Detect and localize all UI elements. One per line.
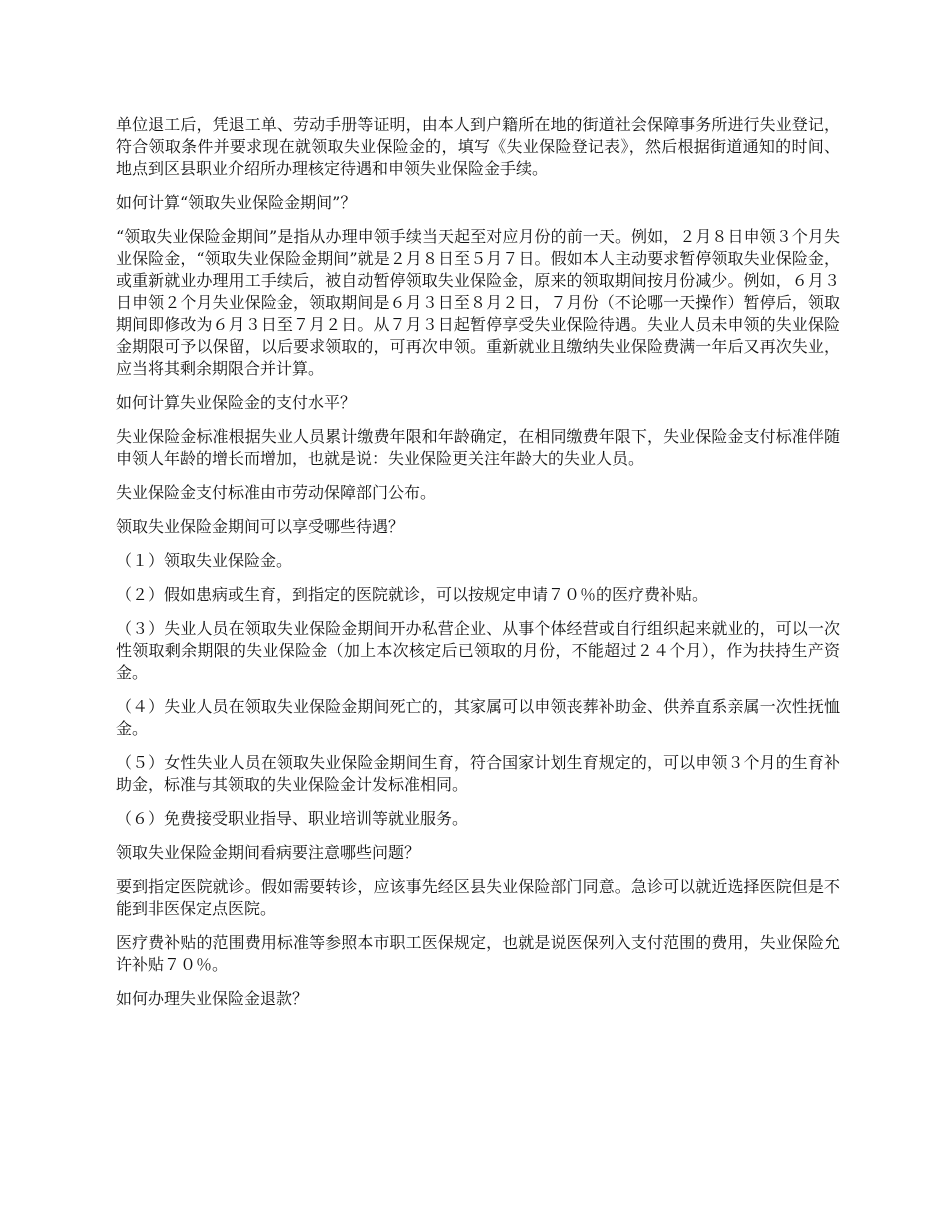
question-period: 如何计算“领取失业保险金期间”？: [116, 193, 357, 212]
question-medical: 领取失业保险金期间看病要注意哪些问题？: [116, 843, 421, 862]
question-payment-level: 如何计算失业保险金的支付水平？: [116, 393, 357, 412]
benefit-item-5: （５）女性失业人员在领取失业保险金期间生育，符合国家计划生育规定的，可以申领３个月的生育补助金，标准与其领取的失业保险金计发标准相同。: [116, 753, 840, 794]
question-benefits: 领取失业保险金期间可以享受哪些待遇？: [116, 517, 405, 536]
paragraph-period: “领取失业保险金期间”是指从办理申领手续当天起至对应月份的前一天。例如，２月８日申领３个月失业保险金，“领取失业保险金期间”就是２月８日至５月７日。假如本人主动要求暂停领取失业保险金，或重新就业办理用工手续后，被自动暂停领取失业保险金，原来的领取期间按月份减少。例如，６月３日申领２个月失业保险金，领取期间是６月３日至８月２日，７月份（不论哪一天操作）暂停后，领取期间即修改为６月３日至７月２日。从７月３日起暂停享受失业保险待遇。失业人员未申领的失业保险金期限可予以保留，以后要求领取的，可再次申领。重新就业且缴纳失业保险费满一年后又再次失业，应当将其剩余期限合并计算。: [116, 227, 840, 378]
question-refund: 如何办理失业保险金退款？: [116, 989, 309, 1008]
paragraph-payment-level: 失业保险金标准根据失业人员累计缴费年限和年龄确定，在相同缴费年限下，失业保险金支付标准伴随申领人年龄的增长而增加，也就是说：失业保险更关注年龄大的失业人员。: [116, 427, 840, 468]
document-body: [116, 114, 840, 1022]
benefit-item-3: （３）失业人员在领取失业保险金期间开办私营企业、从事个体经营或自行组织起来就业的，可以一次性领取剩余期限的失业保险金（加上本次核定后已领取的月份，不能超过２４个月），作为扶持生产资金。: [116, 619, 840, 682]
paragraph-medical-subsidy: 医疗费补贴的范围费用标准等参照本市职工医保规定，也就是说医保列入支付范围的费用，失业保险允许补贴７０％。: [116, 933, 840, 974]
benefit-item-6: （６）免费接受职业指导、职业培训等就业服务。: [116, 809, 469, 828]
paragraph-medical-hospital: 要到指定医院就诊。假如需要转诊，应该事先经区县失业保险部门同意。急诊可以就近选择医院但是不能到非医保定点医院。: [116, 877, 840, 918]
benefit-item-2: （２）假如患病或生育，到指定的医院就诊，可以按规定申请７０％的医疗费补贴。: [116, 585, 709, 604]
paragraph-payment-standard: 失业保险金支付标准由市劳动保障部门公布。: [116, 483, 437, 502]
benefit-item-4: （４）失业人员在领取失业保险金期间死亡的，其家属可以申领丧葬补助金、供养直系亲属一次性抚恤金。: [116, 697, 840, 738]
paragraph-registration: 单位退工后，凭退工单、劳动手册等证明，由本人到户籍所在地的街道社会保障事务所进行失业登记，符合领取条件并要求现在就领取失业保险金的，填写《失业保险登记表》，然后根据街道通知的时间、地点到区县职业介绍所办理核定待遇和申领失业保险金手续。: [116, 115, 840, 178]
benefit-item-1: （１）领取失业保险金。: [116, 551, 293, 570]
